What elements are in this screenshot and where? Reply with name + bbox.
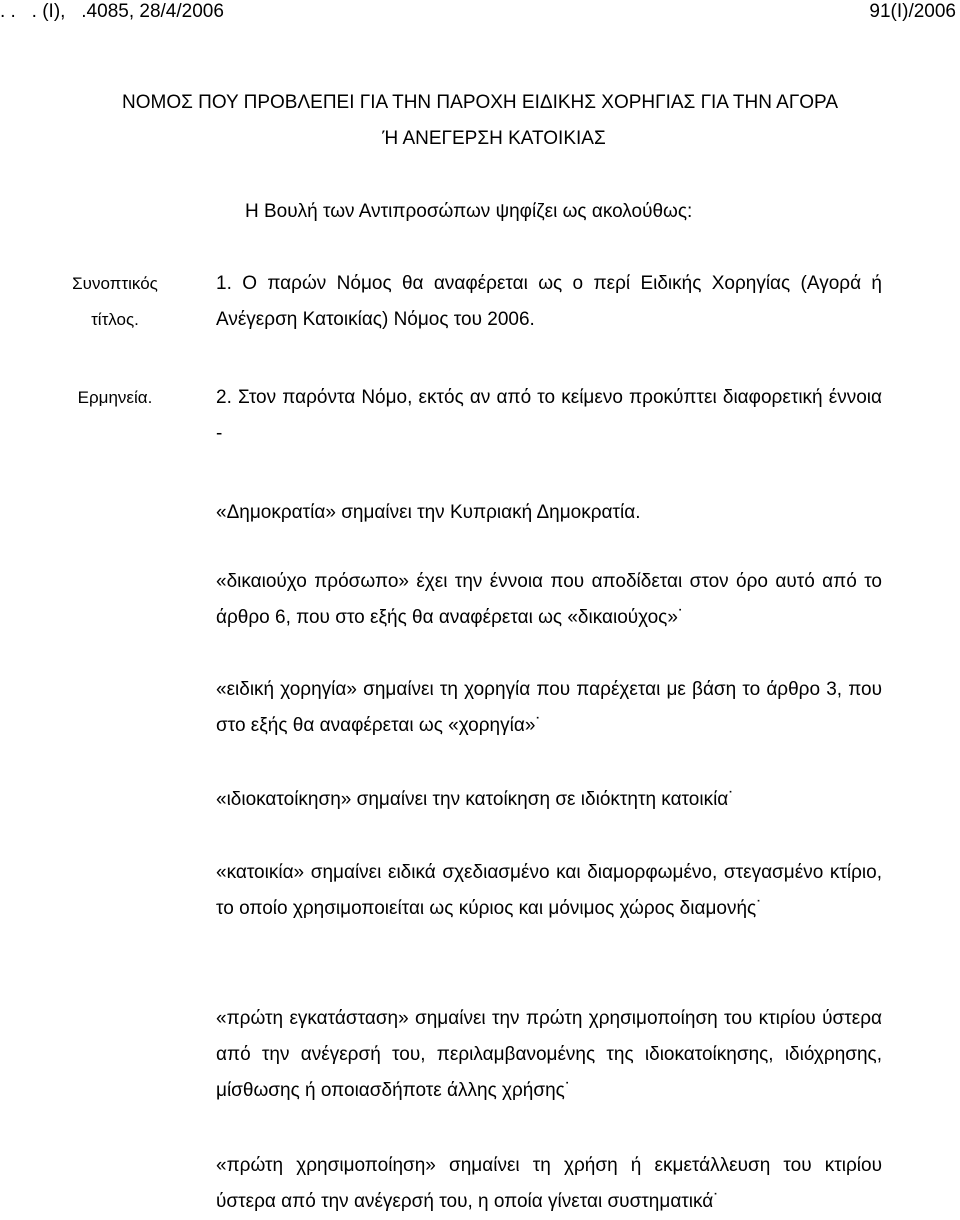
definition-first-use: «πρώτη χρησιμοποίηση» σημαίνει τη χρήση ή εκμετάλλευση του κτιρίου ύστερα από την ανέγερσή του, η οποία γίνεται συστηματικά˙ xyxy=(216,1155,882,1212)
definition-first-installation: «πρώτη εγκατάσταση» σημαίνει την πρώτη χρησιμοποίηση του κτιρίου ύστερα από την ανέγερσή του, περιλαμβανομένης της ιδιοκατοίκησης, ιδιόχρησης, μίσθωσης ή οποιασδήποτε άλλης χρήσης˙ xyxy=(216,1008,882,1101)
definition-beneficiary: «δικαιούχο πρόσωπο» έχει την έννοια που αποδίδεται στον όρο αυτό από το άρθρο 6, που στο εξής θα αναφέρεται ως «δικαιούχος»˙ xyxy=(216,571,882,628)
section-1: 1. Ο παρών Νόμος θα αναφέρεται ως ο περί Ειδικής Χορηγίας (Αγορά ή Ανέγερση Κατοικίας) Νόμος του 2006. xyxy=(216,273,882,330)
section-2: 2. Στον παρόντα Νόμο, εκτός αν από το κείμενο προκύπτει διαφορετική έννοια - xyxy=(216,387,882,444)
law-title-line-2: Ή ΑΝΕΓΕΡΣΗ ΚΑΤΟΙΚΙΑΣ xyxy=(382,128,606,149)
margin-note-interpretation: Ερμηνεία. xyxy=(77,388,153,407)
definition-home-ownership: «ιδιοκατοίκηση» σημαίνει την κατοίκηση σε ιδιόκτητη κατοικία˙ xyxy=(216,789,735,810)
margin-note-short-title: Συνοπτικός τίτλος. xyxy=(72,274,158,329)
definition-special-grant: «ειδική χορηγία» σημαίνει τη χορηγία που παρέχεται με βάση το άρθρο 3, που στο εξής θα αναφέρεται ως «χορηγία»˙ xyxy=(216,679,882,736)
enacting-clause: Η Βουλή των Αντιπροσώπων ψηφίζει ως ακολούθως: xyxy=(245,201,693,222)
law-title-line-1: ΝΟΜΟΣ ΠΟΥ ΠΡΟΒΛΕΠΕΙ ΓΙΑ ΤΗΝ ΠΑΡΟΧΗ ΕΙΔΙΚΗΣ ΧΟΡΗΓΙΑΣ ΓΙΑ ΤΗΝ ΑΓΟΡΑ xyxy=(122,92,838,113)
gazette-reference: . . . (Ι), .4085, 28/4/2006 xyxy=(0,1,224,22)
law-number: 91(Ι)/2006 xyxy=(869,1,956,22)
definition-republic: «Δημοκρατία» σημαίνει την Κυπριακή Δημοκρατία. xyxy=(216,502,641,523)
definition-dwelling: «κατοικία» σημαίνει ειδικά σχεδιασμένο και διαμορφωμένο, στεγασμένο κτίριο, το οποίο χρησιμοποιείται ως κύριος και μόνιμος χώρος διαμονής˙ xyxy=(216,862,882,919)
